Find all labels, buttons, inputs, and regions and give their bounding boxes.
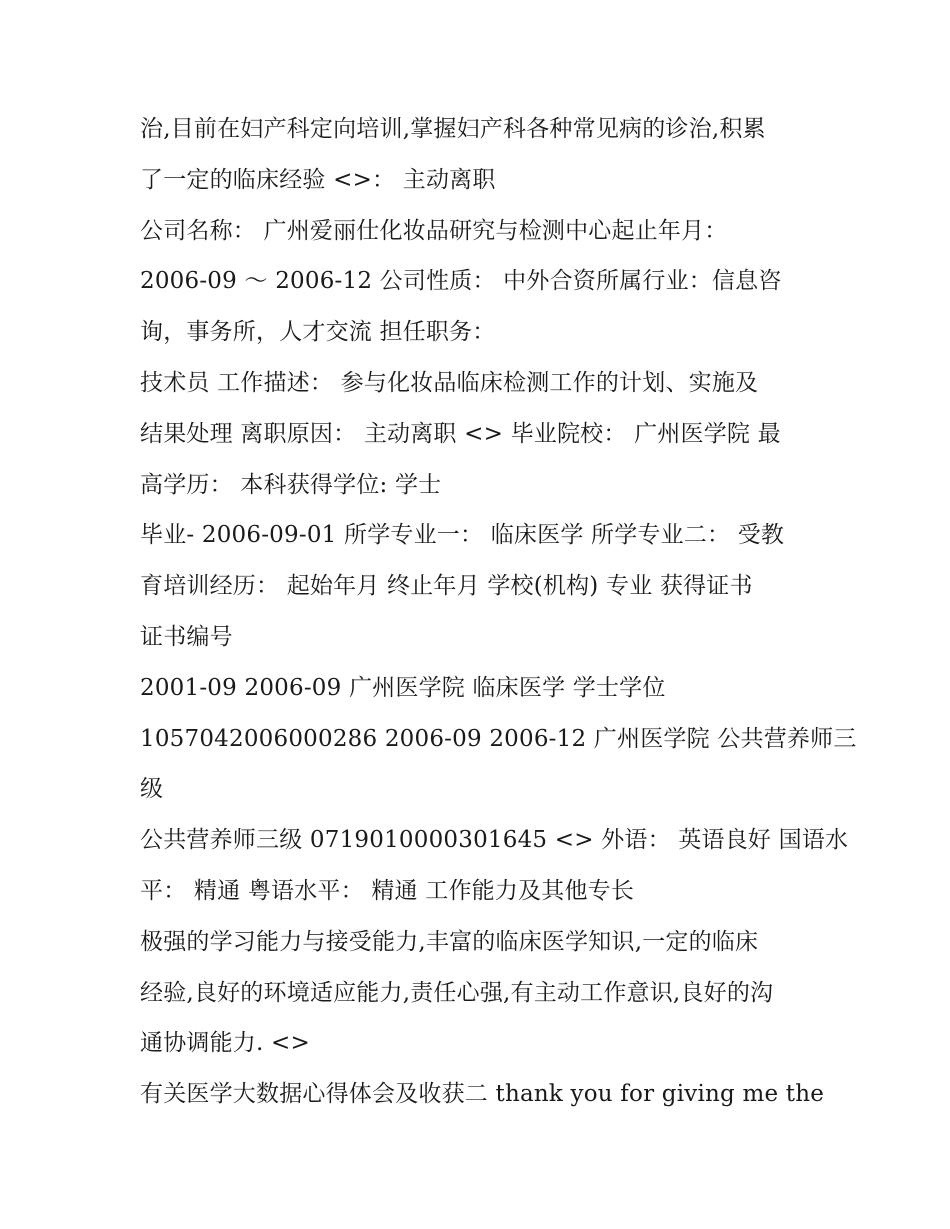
text-line: 级 [140, 776, 164, 803]
text-line: 1057042006000286 2006-09 2006-12 广州医学院 公共营养师三 [140, 725, 857, 752]
text-line: 公司名称： 广州爱丽仕化妆品研究与检测中心起止年月： [140, 217, 728, 244]
text-line: 2001-09 2006-09 广州医学院 临床医学 学士学位 [140, 674, 666, 701]
text-line: 公共营养师三级 0719010000301645 <> 外语： 英语良好 国语水 [140, 827, 849, 854]
text-line: 毕业- 2006-09-01 所学专业一： 临床医学 所学专业二： 受教 [140, 522, 785, 549]
text-line: 治,目前在妇产科定向培训,掌握妇产科各种常见病的诊治,积累 [140, 116, 766, 142]
text-line: 极强的学习能力与接受能力,丰富的临床医学知识,一定的临床 [140, 928, 759, 955]
text-line: 技术员 工作描述： 参与化妆品临床检测工作的计划、实施及 [140, 369, 759, 396]
text-line: 育培训经历： 起始年月 终止年月 学校(机构) 专业 获得证书 [140, 573, 753, 600]
text-line: 了一定的临床经验 <>： 主动离职 [140, 166, 496, 193]
text-line: 经验,良好的环境适应能力,责任心强,有主动工作意识,良好的沟 [140, 979, 774, 1006]
text-line: 2006-09 ～ 2006-12 公司性质： 中外合资所属行业：信息咨 [140, 268, 782, 295]
text-line: 高学历： 本科获得学位: 学士 [140, 471, 442, 498]
text-line: 询，事务所，人才交流 担任职务： [140, 319, 496, 346]
text-line: 有关医学大数据心得体会及收获二 thank you for giving me the [140, 1081, 825, 1108]
text-line: 证书编号 [140, 623, 233, 650]
text-line: 平： 精通 粤语水平： 精通 工作能力及其他专长 [140, 877, 635, 904]
text-line: 通协调能力. <> [140, 1030, 310, 1057]
text-line: 结果处理 离职原因： 主动离职 <> 毕业院校： 广州医学院 最 [140, 420, 781, 447]
document-body [140, 104, 857, 1120]
